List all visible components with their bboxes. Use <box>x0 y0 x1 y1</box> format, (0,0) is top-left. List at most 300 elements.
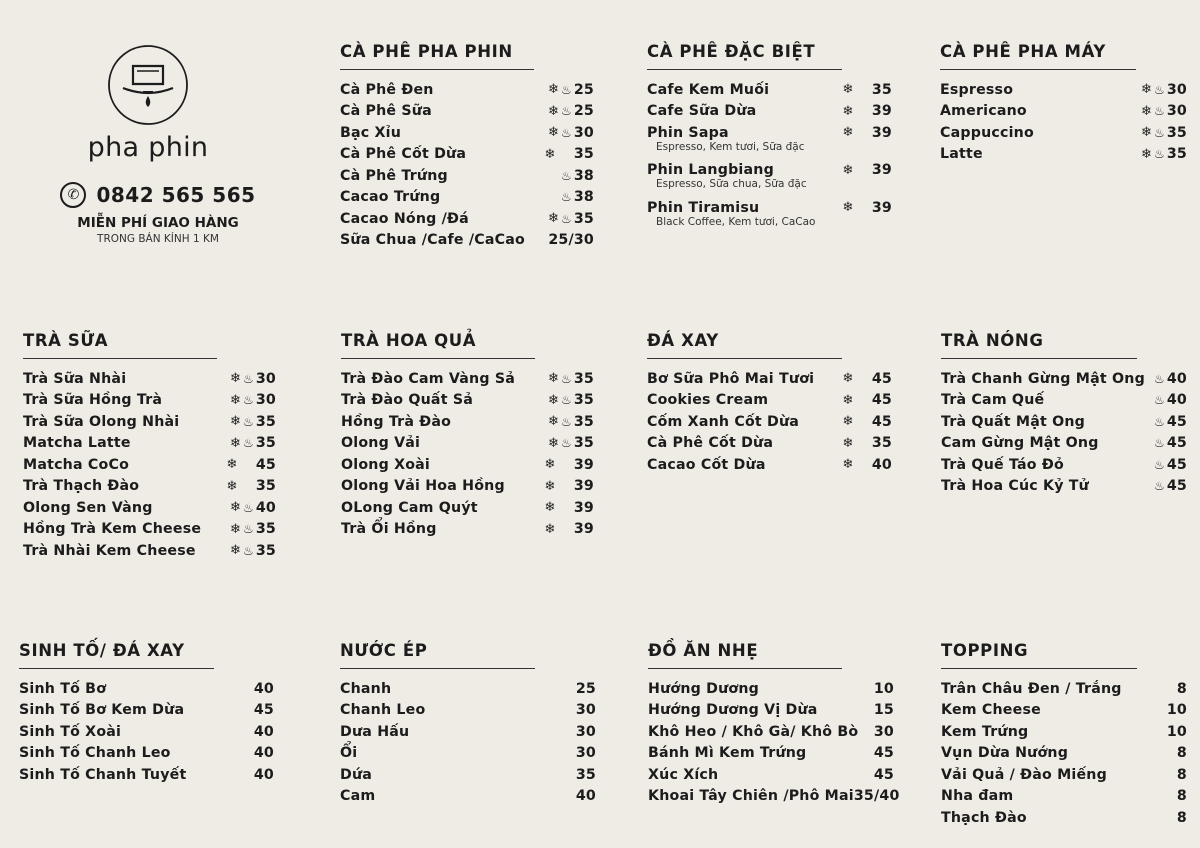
cold-icon: ❄ <box>547 125 560 141</box>
item-name: Trân Châu Đen / Trắng <box>941 680 1122 697</box>
item-name: Xúc Xích <box>648 766 719 783</box>
cold-icon: ❄ <box>842 435 854 451</box>
cold-icon: ❄ <box>547 82 560 98</box>
section-title: TRÀ SỮA <box>23 331 217 359</box>
item-price: 30 <box>575 723 596 740</box>
section-tra-sua <box>23 331 276 562</box>
menu-item[interactable] <box>341 411 594 433</box>
menu-item[interactable] <box>941 678 1187 700</box>
temp-icons <box>528 414 572 429</box>
hot-icon: ♨ <box>1154 371 1165 386</box>
item-name: Trà Chanh Gừng Mật Ong <box>941 370 1145 387</box>
item-price: 39 <box>573 499 594 516</box>
hot-icon: ♨ <box>1154 414 1165 429</box>
menu-item[interactable] <box>23 519 276 541</box>
section-title: SINH TỐ/ ĐÁ XAY <box>19 641 214 669</box>
temp-icons <box>528 371 572 386</box>
item-name: Cốm Xanh Cốt Dừa <box>647 413 800 430</box>
temp-icons <box>528 500 572 515</box>
menu-item[interactable] <box>940 101 1187 123</box>
item-name: Trà Đào Cam Vàng Sả <box>341 370 516 387</box>
hot-icon: ♨ <box>1154 82 1165 97</box>
contact-block <box>40 182 276 245</box>
item-name: Trà Sữa Olong Nhài <box>23 413 180 430</box>
menu-item[interactable] <box>340 721 596 743</box>
item-price: 35 <box>573 210 594 227</box>
item-price: 40 <box>253 723 274 740</box>
temp-icons <box>528 82 572 97</box>
menu-item[interactable] <box>941 721 1187 743</box>
temp-icons <box>826 104 870 119</box>
menu-item[interactable] <box>23 476 276 498</box>
free-delivery-label: MIỄN PHÍ GIAO HÀNG <box>77 215 239 231</box>
temp-icons <box>826 125 870 140</box>
item-price: 35 <box>1166 146 1187 163</box>
menu-item[interactable] <box>340 208 594 230</box>
hot-icon: ♨ <box>561 436 572 451</box>
section-title: TOPPING <box>941 641 1137 669</box>
menu-item[interactable] <box>941 700 1187 722</box>
temp-icons <box>210 457 254 472</box>
item-price: 35 <box>573 413 594 430</box>
cold-icon: ❄ <box>842 392 854 408</box>
temp-icons <box>826 393 870 408</box>
menu-item[interactable] <box>23 411 276 433</box>
item-price: 15 <box>873 702 894 719</box>
brand-name: pha phin <box>87 132 209 163</box>
item-name: Trà Sữa Nhài <box>23 370 127 387</box>
hot-icon: ♨ <box>561 104 572 119</box>
menu-item[interactable] <box>23 497 276 519</box>
menu-item[interactable] <box>340 122 594 144</box>
section-title: CÀ PHÊ PHA PHIN <box>340 42 534 70</box>
menu-item[interactable] <box>19 764 274 786</box>
temp-icons <box>1121 436 1165 450</box>
item-name: Cà Phê Trứng <box>340 167 448 184</box>
menu-item[interactable] <box>648 786 900 808</box>
item-price: 8 <box>1176 788 1187 805</box>
item-price: 35 <box>255 435 276 452</box>
item-name: Hướng Dương Vị Dừa <box>648 702 818 719</box>
temp-icons <box>210 479 254 494</box>
menu-item[interactable] <box>647 390 892 412</box>
item-name: Olong Vải Hoa Hồng <box>341 478 505 495</box>
item-price: 30 <box>255 392 276 409</box>
menu-item[interactable] <box>941 764 1187 786</box>
item-list <box>941 368 1187 497</box>
menu-item[interactable] <box>648 700 894 722</box>
temp-icons <box>528 457 572 472</box>
item-price: 39 <box>871 103 892 120</box>
item-description: Espresso, Kem tươi, Sữa đặc <box>656 140 805 153</box>
hot-icon: ♨ <box>561 414 572 429</box>
menu-item[interactable] <box>941 743 1187 765</box>
hot-icon: ♨ <box>243 522 254 537</box>
temp-icons <box>528 104 572 119</box>
menu-item[interactable] <box>340 144 594 166</box>
item-price: 45 <box>871 413 892 430</box>
item-list <box>647 79 892 231</box>
cold-icon: ❄ <box>229 521 242 537</box>
item-price: 45 <box>1166 435 1187 452</box>
item-price: 45 <box>1166 478 1187 495</box>
temp-icons <box>528 169 572 183</box>
temp-icons <box>1121 458 1165 472</box>
temp-icons <box>210 371 254 386</box>
item-name: Dứa <box>340 766 373 783</box>
item-name: Sữa Chua /Cafe /CaCao <box>340 232 525 249</box>
item-name: Cacao Cốt Dừa <box>647 456 766 473</box>
menu-item[interactable] <box>23 454 276 476</box>
item-price: 35 <box>573 435 594 452</box>
menu-item[interactable] <box>341 368 594 390</box>
cold-icon: ❄ <box>229 500 242 516</box>
menu-item[interactable] <box>647 411 892 433</box>
phin-logo-icon <box>107 44 189 126</box>
item-list <box>23 368 276 562</box>
item-name: Vải Quả / Đào Miếng <box>941 766 1107 783</box>
temp-icons <box>1121 104 1165 119</box>
menu-item[interactable] <box>341 497 594 519</box>
item-name: Trà Hoa Cúc Kỷ Tử <box>941 478 1089 495</box>
item-price: 40 <box>871 456 892 473</box>
item-price: 25 <box>573 103 594 120</box>
temp-icons <box>528 393 572 408</box>
section-title: TRÀ HOA QUẢ <box>341 331 535 359</box>
menu-item[interactable] <box>340 230 594 252</box>
item-price: 30 <box>573 124 594 141</box>
temp-icons <box>528 211 572 226</box>
temp-icons <box>1121 147 1165 162</box>
item-price: 30 <box>255 370 276 387</box>
cold-icon: ❄ <box>842 125 854 141</box>
item-price: 35 <box>573 392 594 409</box>
item-name: Khoai Tây Chiên /Phô Mai <box>648 788 854 805</box>
item-price: 39 <box>871 199 892 216</box>
item-description: Black Coffee, Kem tươi, CaCao <box>656 215 816 228</box>
item-name: Phin Sapa <box>647 124 729 141</box>
item-price: 35 <box>255 521 276 538</box>
menu-item[interactable] <box>940 144 1187 166</box>
item-price: 40 <box>1166 392 1187 409</box>
item-name: Cafe Kem Muối <box>647 81 770 98</box>
hot-icon: ♨ <box>561 125 572 140</box>
temp-icons <box>1121 82 1165 97</box>
temp-icons <box>210 522 254 537</box>
temp-icons <box>1121 125 1165 140</box>
item-name: Bạc Xỉu <box>340 124 402 141</box>
cold-icon: ❄ <box>1140 125 1153 141</box>
cold-icon: ❄ <box>547 414 560 430</box>
hot-icon: ♨ <box>1154 125 1165 140</box>
menu-item[interactable] <box>19 721 274 743</box>
item-name: Hồng Trà Đào <box>341 413 452 430</box>
item-price: 35 <box>573 370 594 387</box>
cold-icon: ❄ <box>547 211 560 227</box>
menu-item[interactable] <box>23 433 276 455</box>
section-topping <box>941 641 1187 829</box>
menu-item[interactable] <box>647 454 892 476</box>
hot-icon: ♨ <box>561 82 572 97</box>
item-name: Chanh <box>340 680 392 697</box>
temp-icons <box>210 436 254 451</box>
menu-item[interactable] <box>23 540 276 562</box>
item-price: 10 <box>1166 702 1187 719</box>
item-name: Olong Vải <box>341 435 421 452</box>
item-price: 39 <box>871 162 892 179</box>
cold-icon: ❄ <box>842 200 854 216</box>
item-name: Cacao Nóng /Đá <box>340 210 469 227</box>
item-price: 10 <box>1166 723 1187 740</box>
item-price: 39 <box>573 478 594 495</box>
hot-icon: ♨ <box>561 190 572 205</box>
item-name: Cà Phê Sữa <box>340 103 432 120</box>
section-title: NƯỚC ÉP <box>340 641 535 669</box>
temp-icons <box>1121 393 1165 407</box>
item-name: Ổi <box>340 745 358 762</box>
cold-icon: ❄ <box>229 543 242 559</box>
menu-item[interactable] <box>648 743 894 765</box>
menu-item[interactable] <box>341 390 594 412</box>
cold-icon: ❄ <box>842 457 854 473</box>
item-list <box>340 678 596 807</box>
menu-item[interactable] <box>647 368 892 390</box>
delivery-radius-label: TRONG BÁN KÍNH 1 KM <box>97 233 219 245</box>
cold-icon: ❄ <box>547 392 560 408</box>
item-price: 30 <box>575 745 596 762</box>
menu-item[interactable] <box>340 678 596 700</box>
temp-icons <box>826 414 870 429</box>
item-name: Americano <box>940 103 1027 120</box>
menu-item[interactable] <box>19 700 274 722</box>
item-price: 35 <box>1166 124 1187 141</box>
cold-icon: ❄ <box>544 521 556 537</box>
item-name: Trà Ổi Hồng <box>341 521 437 538</box>
hot-icon: ♨ <box>1154 104 1165 119</box>
cold-icon: ❄ <box>229 414 242 430</box>
menu-item[interactable] <box>648 764 894 786</box>
cold-icon: ❄ <box>547 435 560 451</box>
item-name: Sinh Tố Bơ <box>19 680 107 697</box>
menu-item[interactable] <box>648 678 894 700</box>
menu-item[interactable] <box>647 79 892 101</box>
menu-item[interactable] <box>941 433 1187 455</box>
item-name: Trà Quất Mật Ong <box>941 413 1086 430</box>
item-name: Kem Cheese <box>941 702 1041 719</box>
item-price: 25 <box>575 680 596 697</box>
temp-icons <box>826 457 870 472</box>
item-price: 8 <box>1176 745 1187 762</box>
cold-icon: ❄ <box>226 478 238 494</box>
cold-icon: ❄ <box>544 146 556 162</box>
hot-icon: ♨ <box>1154 436 1165 451</box>
hot-icon: ♨ <box>243 543 254 558</box>
temp-icons <box>826 163 870 178</box>
section-title: CÀ PHÊ ĐẶC BIỆT <box>647 42 842 70</box>
item-name: Cà Phê Cốt Dừa <box>340 146 467 163</box>
item-name: Khô Heo / Khô Gà/ Khô Bò <box>648 723 859 740</box>
menu-item[interactable] <box>647 101 892 123</box>
menu-item[interactable] <box>941 390 1187 412</box>
menu-item[interactable] <box>648 721 894 743</box>
item-price: 40 <box>1166 370 1187 387</box>
item-name: Vụn Dừa Nướng <box>941 745 1069 762</box>
hot-icon: ♨ <box>243 500 254 515</box>
item-name: Cafe Sữa Dừa <box>647 103 757 120</box>
item-price: 39 <box>573 456 594 473</box>
item-price: 25/30 <box>548 232 594 249</box>
item-name: Trà Quế Táo Đỏ <box>941 456 1064 473</box>
item-name: Sinh Tố Chanh Leo <box>19 745 171 762</box>
item-name: Sinh Tố Chanh Tuyết <box>19 766 187 783</box>
item-price: 40 <box>253 766 274 783</box>
menu-item[interactable] <box>23 390 276 412</box>
item-price: 45 <box>873 766 894 783</box>
cold-icon: ❄ <box>547 371 560 387</box>
item-price: 38 <box>573 189 594 206</box>
item-price: 45 <box>873 745 894 762</box>
phone-number[interactable]: 0842 565 565 <box>96 183 256 207</box>
item-price: 40 <box>255 499 276 516</box>
item-price: 35 <box>871 435 892 452</box>
cold-icon: ❄ <box>226 457 238 473</box>
menu-item[interactable] <box>941 411 1187 433</box>
temp-icons <box>528 479 572 494</box>
cold-icon: ❄ <box>229 392 242 408</box>
section-title: TRÀ NÓNG <box>941 331 1137 359</box>
item-list <box>940 79 1187 165</box>
item-price: 45 <box>1166 413 1187 430</box>
section-title: CÀ PHÊ PHA MÁY <box>940 42 1136 70</box>
menu-item[interactable] <box>340 187 594 209</box>
menu-item[interactable] <box>941 476 1187 498</box>
menu-item[interactable] <box>941 454 1187 476</box>
item-price: 40 <box>253 745 274 762</box>
item-price: 39 <box>573 521 594 538</box>
item-name: Espresso <box>940 81 1014 98</box>
cold-icon: ❄ <box>842 162 854 178</box>
menu-item[interactable] <box>341 519 594 541</box>
section-ca-phe-dac-biet <box>647 42 892 235</box>
menu-item[interactable] <box>940 79 1187 101</box>
item-price: 8 <box>1176 809 1187 826</box>
item-price: 45 <box>253 702 274 719</box>
temp-icons <box>210 414 254 429</box>
temp-icons <box>528 436 572 451</box>
item-name: Cà Phê Đen <box>340 81 434 98</box>
item-name: Sinh Tố Xoài <box>19 723 122 740</box>
cold-icon: ❄ <box>229 435 242 451</box>
hot-icon: ♨ <box>1154 393 1165 408</box>
temp-icons <box>210 500 254 515</box>
menu-item[interactable] <box>647 433 892 455</box>
menu-item[interactable] <box>340 165 594 187</box>
menu-item[interactable] <box>19 743 274 765</box>
cold-icon: ❄ <box>842 82 854 98</box>
temp-icons <box>528 125 572 140</box>
menu-item[interactable] <box>340 79 594 101</box>
section-nuoc-ep <box>340 641 596 807</box>
menu-item[interactable] <box>23 368 276 390</box>
menu-item[interactable] <box>941 807 1187 829</box>
cold-icon: ❄ <box>1140 103 1153 119</box>
item-price: 35 <box>255 478 276 495</box>
item-name: Cacao Trứng <box>340 189 441 206</box>
item-name: Dưa Hấu <box>340 723 410 740</box>
hot-icon: ♨ <box>243 393 254 408</box>
item-name: Matcha Latte <box>23 435 131 452</box>
item-list <box>19 678 274 786</box>
hot-icon: ♨ <box>561 371 572 386</box>
menu-item[interactable] <box>19 678 274 700</box>
hot-icon: ♨ <box>1154 147 1165 162</box>
item-name: Trà Đào Quất Sả <box>341 392 474 409</box>
item-price: 45 <box>1166 456 1187 473</box>
temp-icons <box>1145 372 1165 386</box>
menu-item[interactable] <box>941 368 1187 390</box>
menu-item[interactable] <box>341 433 594 455</box>
item-name: Hướng Dương <box>648 680 759 697</box>
item-name: Sinh Tố Bơ Kem Dừa <box>19 702 185 719</box>
temp-icons <box>528 147 572 162</box>
item-name: Cam Gừng Mật Ong <box>941 435 1099 452</box>
menu-item[interactable] <box>941 786 1187 808</box>
item-price: 30 <box>1166 103 1187 120</box>
section-tra-nong <box>941 331 1187 497</box>
menu-item[interactable] <box>340 743 596 765</box>
item-price: 45 <box>871 370 892 387</box>
item-name: Chanh Leo <box>340 702 426 719</box>
menu-item[interactable] <box>340 786 596 808</box>
menu-item[interactable] <box>940 122 1187 144</box>
temp-icons <box>826 82 870 97</box>
item-name: Bơ Sữa Phô Mai Tươi <box>647 370 815 387</box>
item-name: Hồng Trà Kem Cheese <box>23 521 202 538</box>
item-price: 8 <box>1176 766 1187 783</box>
menu-item[interactable] <box>340 700 596 722</box>
item-price: 35 <box>573 146 594 163</box>
item-list <box>340 79 594 251</box>
item-price: 35/40 <box>853 788 900 805</box>
item-list <box>647 368 892 476</box>
section-title: ĐỒ ĂN NHẸ <box>648 641 842 669</box>
menu-item[interactable] <box>341 454 594 476</box>
hot-icon: ♨ <box>1154 479 1165 494</box>
item-name: Thạch Đào <box>941 809 1027 826</box>
item-price: 40 <box>575 788 596 805</box>
temp-icons <box>528 522 572 537</box>
cold-icon: ❄ <box>229 371 242 387</box>
menu-item[interactable] <box>340 764 596 786</box>
item-price: 35 <box>575 766 596 783</box>
item-name: Trà Thạch Đào <box>23 478 140 495</box>
temp-icons <box>1121 415 1165 429</box>
item-name: Nha đam <box>941 788 1014 805</box>
cold-icon: ❄ <box>544 457 556 473</box>
item-name: Olong Sen Vàng <box>23 499 153 516</box>
temp-icons <box>826 371 870 386</box>
hot-icon: ♨ <box>243 436 254 451</box>
temp-icons <box>528 190 572 204</box>
item-name: Phin Langbiang <box>647 162 774 179</box>
item-price: 30 <box>575 702 596 719</box>
menu-item[interactable] <box>340 101 594 123</box>
temp-icons <box>210 543 254 558</box>
item-list <box>341 368 594 540</box>
item-price: 30 <box>1166 81 1187 98</box>
item-name: Cam <box>340 788 376 805</box>
menu-item[interactable] <box>341 476 594 498</box>
